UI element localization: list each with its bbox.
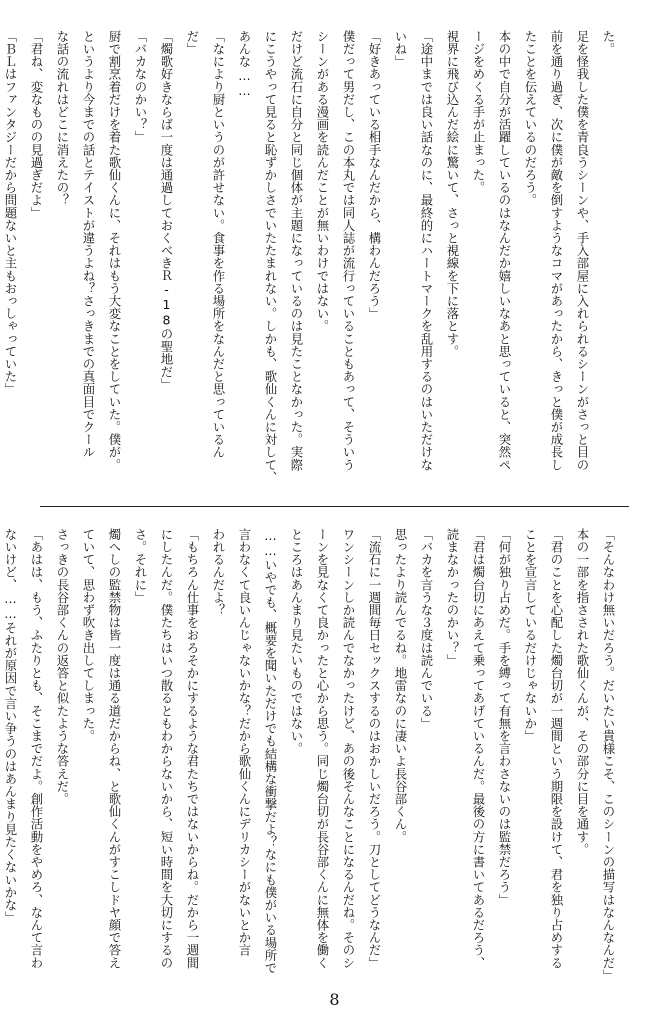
text-column: ージをめくる手が止まった。 <box>471 30 486 194</box>
text-column: だけど流石に自分と同じ個体が主題になっているのは見たことなかった。実際 <box>289 30 304 471</box>
text-column: ……いやでも、概要を聞いただけでも結構な衝撃だよ？なにも僕がいる場所で <box>263 528 278 975</box>
text-column: 「バカを言うな３度は読んでいる」 <box>419 528 434 730</box>
text-column: あんな…… <box>237 30 252 99</box>
text-column: 「ＢＬはファンタジーだから問題ないと主もおっしゃっていた」 <box>3 30 18 396</box>
text-column: だ」 <box>185 30 200 56</box>
text-column: いね」 <box>393 30 408 68</box>
text-column: な話の流れはどこに消えたの？ <box>55 30 70 207</box>
text-column: ことを宣言しているだけじゃないか」 <box>523 528 538 743</box>
text-column: 「好きあっている相手なんだから、構わんだろう」 <box>367 30 382 320</box>
text-column: われるんだよ？ <box>211 528 226 617</box>
text-column: 前を通り過ぎ、次に僕が敵を倒すようなコマがあったから、きっと僕が成長し <box>549 30 564 471</box>
text-column: 「なにより厨というのが許せない。食事を作る場所をなんだと思っているん <box>211 30 226 459</box>
text-column: 本の中で自分が活躍しているのはなんだか嬉しいなあと思っていると、突然ペ <box>497 30 512 471</box>
text-column: 厨で割烹着だけを着た歌仙くんに、それはもう大変なことをしていた。僕が。 <box>107 30 122 471</box>
section-divider <box>40 506 629 507</box>
text-column: 「そんなわけ無いだろう。だいたい貴様こそ、このシーンの描写はなんなんだ」 <box>601 528 616 982</box>
text-column: というより今までの話とテイストが違うよね？さっきまでの真面目でクール <box>81 30 96 459</box>
text-column: 「もちろん仕事をおろそかにするような君たちではないからね。だから一週間 <box>185 528 200 969</box>
text-column: 「何が独り占めだ。手を縛って有無を言わさないのは監禁だろう」 <box>497 528 512 906</box>
text-column: 「君のことを心配した燭台切が一週間という期限を設けて、君を独り占めする <box>549 528 564 969</box>
text-column: 「あはは、もう、ふたりとも、そこまでだよ。創作活動をやめろ、なんて言わ <box>29 528 44 969</box>
text-column: 僕だって男だし、この本丸では同人誌が流行っていることもあって、そういう <box>341 30 356 471</box>
text-column: 視界に飛び込んだ絵に驚いて、さっと視線を下に落とす。 <box>445 30 460 358</box>
text-column: 読まなかったのかい？」 <box>445 528 460 667</box>
text-column: た。 <box>601 30 616 56</box>
text-column: 「バカなのかい？」 <box>133 30 148 144</box>
text-column: さっきの長谷部くんの返答と似たような答えだ。 <box>55 528 70 806</box>
text-column: にこうやって見ると恥ずかしさでいたたまれない。しかも、歌仙くんに対して、 <box>263 30 278 484</box>
text-column: ところはあんまり見たいものではない。 <box>289 528 304 755</box>
text-column: 「君ね、変なものの見過ぎだよ」 <box>29 30 44 219</box>
text-column: ていて、思わず吹き出してしまった。 <box>81 528 96 743</box>
text-column: 「燭歌好きならば一度は通過しておくべきＲ-18の聖地だ」 <box>159 30 174 391</box>
text-column: 「君は燭台切にあえて乗ってあげているんだ。最後の方に書いてあるだろう、 <box>471 528 486 969</box>
text-column: 「流石に一週間毎日セックスするのはおかしいだろう。刀としてどうなんだ」 <box>367 528 382 969</box>
text-column: 思ったより読んでるね。地雷なのに凄いよ長谷部くん。 <box>393 528 408 843</box>
text-column: ーンを見なくて良かったと心から思う。同じ燭台切が長谷部くんに無体を働く <box>315 528 330 969</box>
text-column: 燭へしの監禁物は皆一度は通る道だからね、と歌仙くんがすこしドヤ顔で答え <box>107 528 122 969</box>
text-column: さ。それに」 <box>133 528 148 604</box>
text-column: たことを伝えているのだろう。 <box>523 30 538 207</box>
text-column: ないけど、……それが原因で言い争うのはあんまり見たくないかな」 <box>3 528 18 924</box>
text-column: シーンがある漫画を読んだことが無いわけではない。 <box>315 30 330 333</box>
text-column: 言わなくて良いんじゃないかな？だから歌仙くんにデリカシーがないとか言 <box>237 528 252 957</box>
text-column: 「途中までは良い話なのに、最終的にハートマークを乱用するのはいただけな <box>419 30 434 471</box>
text-column: にしたんだ。僕たちはいつ散るともわからないから、短い時間を大切にするの <box>159 528 174 969</box>
text-column: 本の一部を指さされた歌仙くんが、その部分に目を通す。 <box>575 528 590 856</box>
lower-text-block <box>3 528 619 982</box>
page-number: 8 <box>329 990 340 1009</box>
upper-text-block <box>3 30 619 490</box>
text-column: ワンシーンしか読んでなかったけど、あの後そんなことになるんだね。そのシ <box>341 528 356 969</box>
text-column: 足を怪我した僕を青良うシーンや、手入部屋に入れられるシーンがさっと目の <box>575 30 590 471</box>
